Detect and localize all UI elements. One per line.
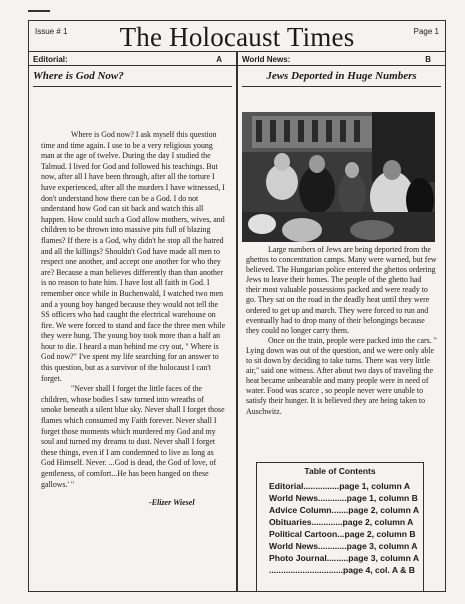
news-article [246, 245, 437, 417]
column-letter: B [425, 55, 431, 64]
toc-list [269, 480, 423, 576]
issue-number: Issue # 1 [35, 27, 68, 36]
toc-entry: Political Cartoon...page 2, column B [269, 529, 416, 539]
toc-title: Table of Contents [304, 466, 376, 476]
toc-entry: World News............page 1, column B [269, 493, 418, 503]
section-label: World News: [242, 55, 291, 64]
corner-rule [28, 10, 50, 12]
author-signature: -Elizer Wiesel [149, 498, 195, 507]
photo-image [242, 112, 435, 242]
editorial-column [28, 52, 237, 592]
newspaper-page [28, 20, 446, 592]
toc-entry: ...............................page 4, col. A & B [269, 565, 415, 575]
toc-entry: Advice Column.......page 2, column A [269, 505, 420, 515]
page-number: Page 1 [413, 27, 439, 36]
masthead [28, 20, 446, 52]
editorial-section-header [29, 52, 236, 66]
toc-entry: Editorial...............page 1, column A [269, 481, 411, 491]
editorial-article [41, 130, 226, 490]
world-news-section-header [238, 52, 445, 66]
article-paragraph: Where is God now? I ask myself this question time and time again. I use to be a very religious young man at the age of twelve. During the day I studied the Talmud. I lived for God and followed his teachings. But now, after all I have been through, after all the torture I have experienced, after all the murders I have witnessed, I don't understand how there can be a God. I do not understand how God can sit back and watch this all happen. How could such a God allow mothers, wives, and children to be thrown into massive pits full of blazing flames? If there is a God, why didn't he stop all the hatred and all the killings? Shouldn't God have made all men to respect one another, and accept one another for who they are? Because a man believes differently than than another is no reason to hate him. I have lost all faith in God. I remember once while in Buchenwald, I watched two men and a young boy hanged because they would not tell the SS officers who had caught the electrical warehouse on fire. We were forced to stand and face the three men while they were hung. The young boy took more than a half an hour to die. I heard a man behind me cry out, " Where is God now?" I've spent my life searching for an answer to this question, but as a survivor of the holocaust I can't forget. [41, 130, 226, 383]
world-news-column [237, 52, 446, 592]
table-of-contents [256, 462, 424, 592]
article-paragraph: "Never shall I forget the little faces of the children, whose bodies I saw turned into wreaths of smoke beneath a silent blue sky. Never shall I forget those flames which consumed my Faith forever. Never shall I forget those moments which murdered my God and my soul and turned my dreams to dust. Never shall I forget these things, even if I am condemned to live as long as God Himself. Never. ...God is dead, the God of love, of gentleness, of comfort...He has been hanged on these gallows.' " [41, 384, 225, 489]
editorial-headline: Where is God Now? [33, 70, 232, 87]
article-paragraph: Once on the train, people were packed into the cars. " Lying down was out of the question, and we were only able to sit down by deciding to take turns. There was very little air," said one witness. After about two days of traveling the heat became unbearable and many people were in need of water. Food was scarce , so people never were unable to satisfy their hunger. It is believed they are being taken to Auschwitz. [246, 335, 437, 416]
toc-entry: Photo Journal.........page 3, column A [269, 553, 420, 563]
toc-entry: Obituaries.............page 2, column A [269, 517, 414, 527]
news-headline: Jews Deported in Huge Numbers [242, 70, 441, 87]
deportation-photo [242, 112, 435, 242]
column-letter: A [216, 55, 222, 64]
newspaper-title: The Holocaust Times [119, 22, 355, 52]
section-label: Editorial: [33, 55, 68, 64]
toc-entry: World News............page 3, column A [269, 541, 418, 551]
article-paragraph: Large numbers of Jews are being deported from the ghettos to concentration camps. Many were warned, but few believed. The Hungarian police entered the ghettos ordering Jews to leave their homes. The people of the ghetto had their most valuable possessions packed and were ready to go. They sat on the road in the deadly heat until they were ordered to get up and march. They were forced to run and eventually had to drop many of their belongings because they could no longer carry them. [246, 245, 437, 335]
